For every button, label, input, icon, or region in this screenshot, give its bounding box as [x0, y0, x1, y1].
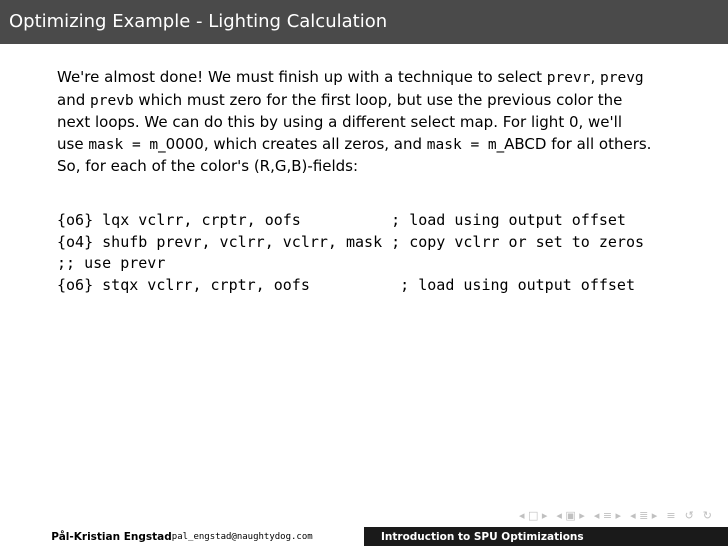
paragraph-line-4: use mask = m_0000, which creates all zeros, and mask = m_ABCD for all others. — [57, 134, 652, 153]
title-bar — [0, 0, 728, 44]
nav-section-icon[interactable]: ◂ ≣ ▸ — [630, 508, 658, 522]
paragraph-line-5: So, for each of the color's (R,G,B)-fields: — [57, 157, 359, 176]
paragraph-line-2: and prevb which must zero for the first loop, but use the previous color the — [57, 90, 623, 109]
nav-subsection-icon[interactable]: ≡ — [666, 508, 676, 522]
footer-author: Pål-Kristian Engstad — [51, 530, 172, 543]
body-paragraph — [57, 67, 697, 178]
code-block — [57, 210, 697, 296]
slide-title: Optimizing Example - Lighting Calculation — [9, 11, 388, 32]
nav-frame-icon[interactable]: ◂ ▣ ▸ — [556, 508, 585, 522]
code-line: {o6} stqx vclrr, crptr, oofs ; load using output offset — [57, 275, 635, 294]
paragraph-line-3: next loops. We can do this by using a different select map. For light 0, we'll — [57, 113, 622, 132]
navigation-bar — [519, 508, 712, 522]
nav-prev-icon[interactable]: ◂ ≡ ▸ — [593, 508, 622, 522]
nav-align-icon[interactable]: ↺ — [684, 508, 694, 522]
footer-email: pal_engstad@naughtydog.com — [171, 531, 313, 542]
footer-author-block — [0, 527, 364, 546]
footer — [0, 527, 728, 546]
code-line: ;; use prevr — [57, 254, 166, 272]
footer-talk-title: Introduction to SPU Optimizations — [364, 527, 728, 546]
paragraph-line-1: We're almost done! We must finish up with a technique to select prevr, prevg — [57, 68, 644, 86]
nav-search-icon[interactable]: ↻ — [702, 508, 712, 522]
code-line: {o6} lqx vclrr, crptr, oofs ; load using output offset — [57, 211, 626, 229]
nav-first-icon[interactable]: ◂ □ ▸ — [518, 508, 548, 522]
code-line: {o4} shufb prevr, vclrr, vclrr, mask ; copy vclrr or set to zeros — [57, 232, 644, 251]
